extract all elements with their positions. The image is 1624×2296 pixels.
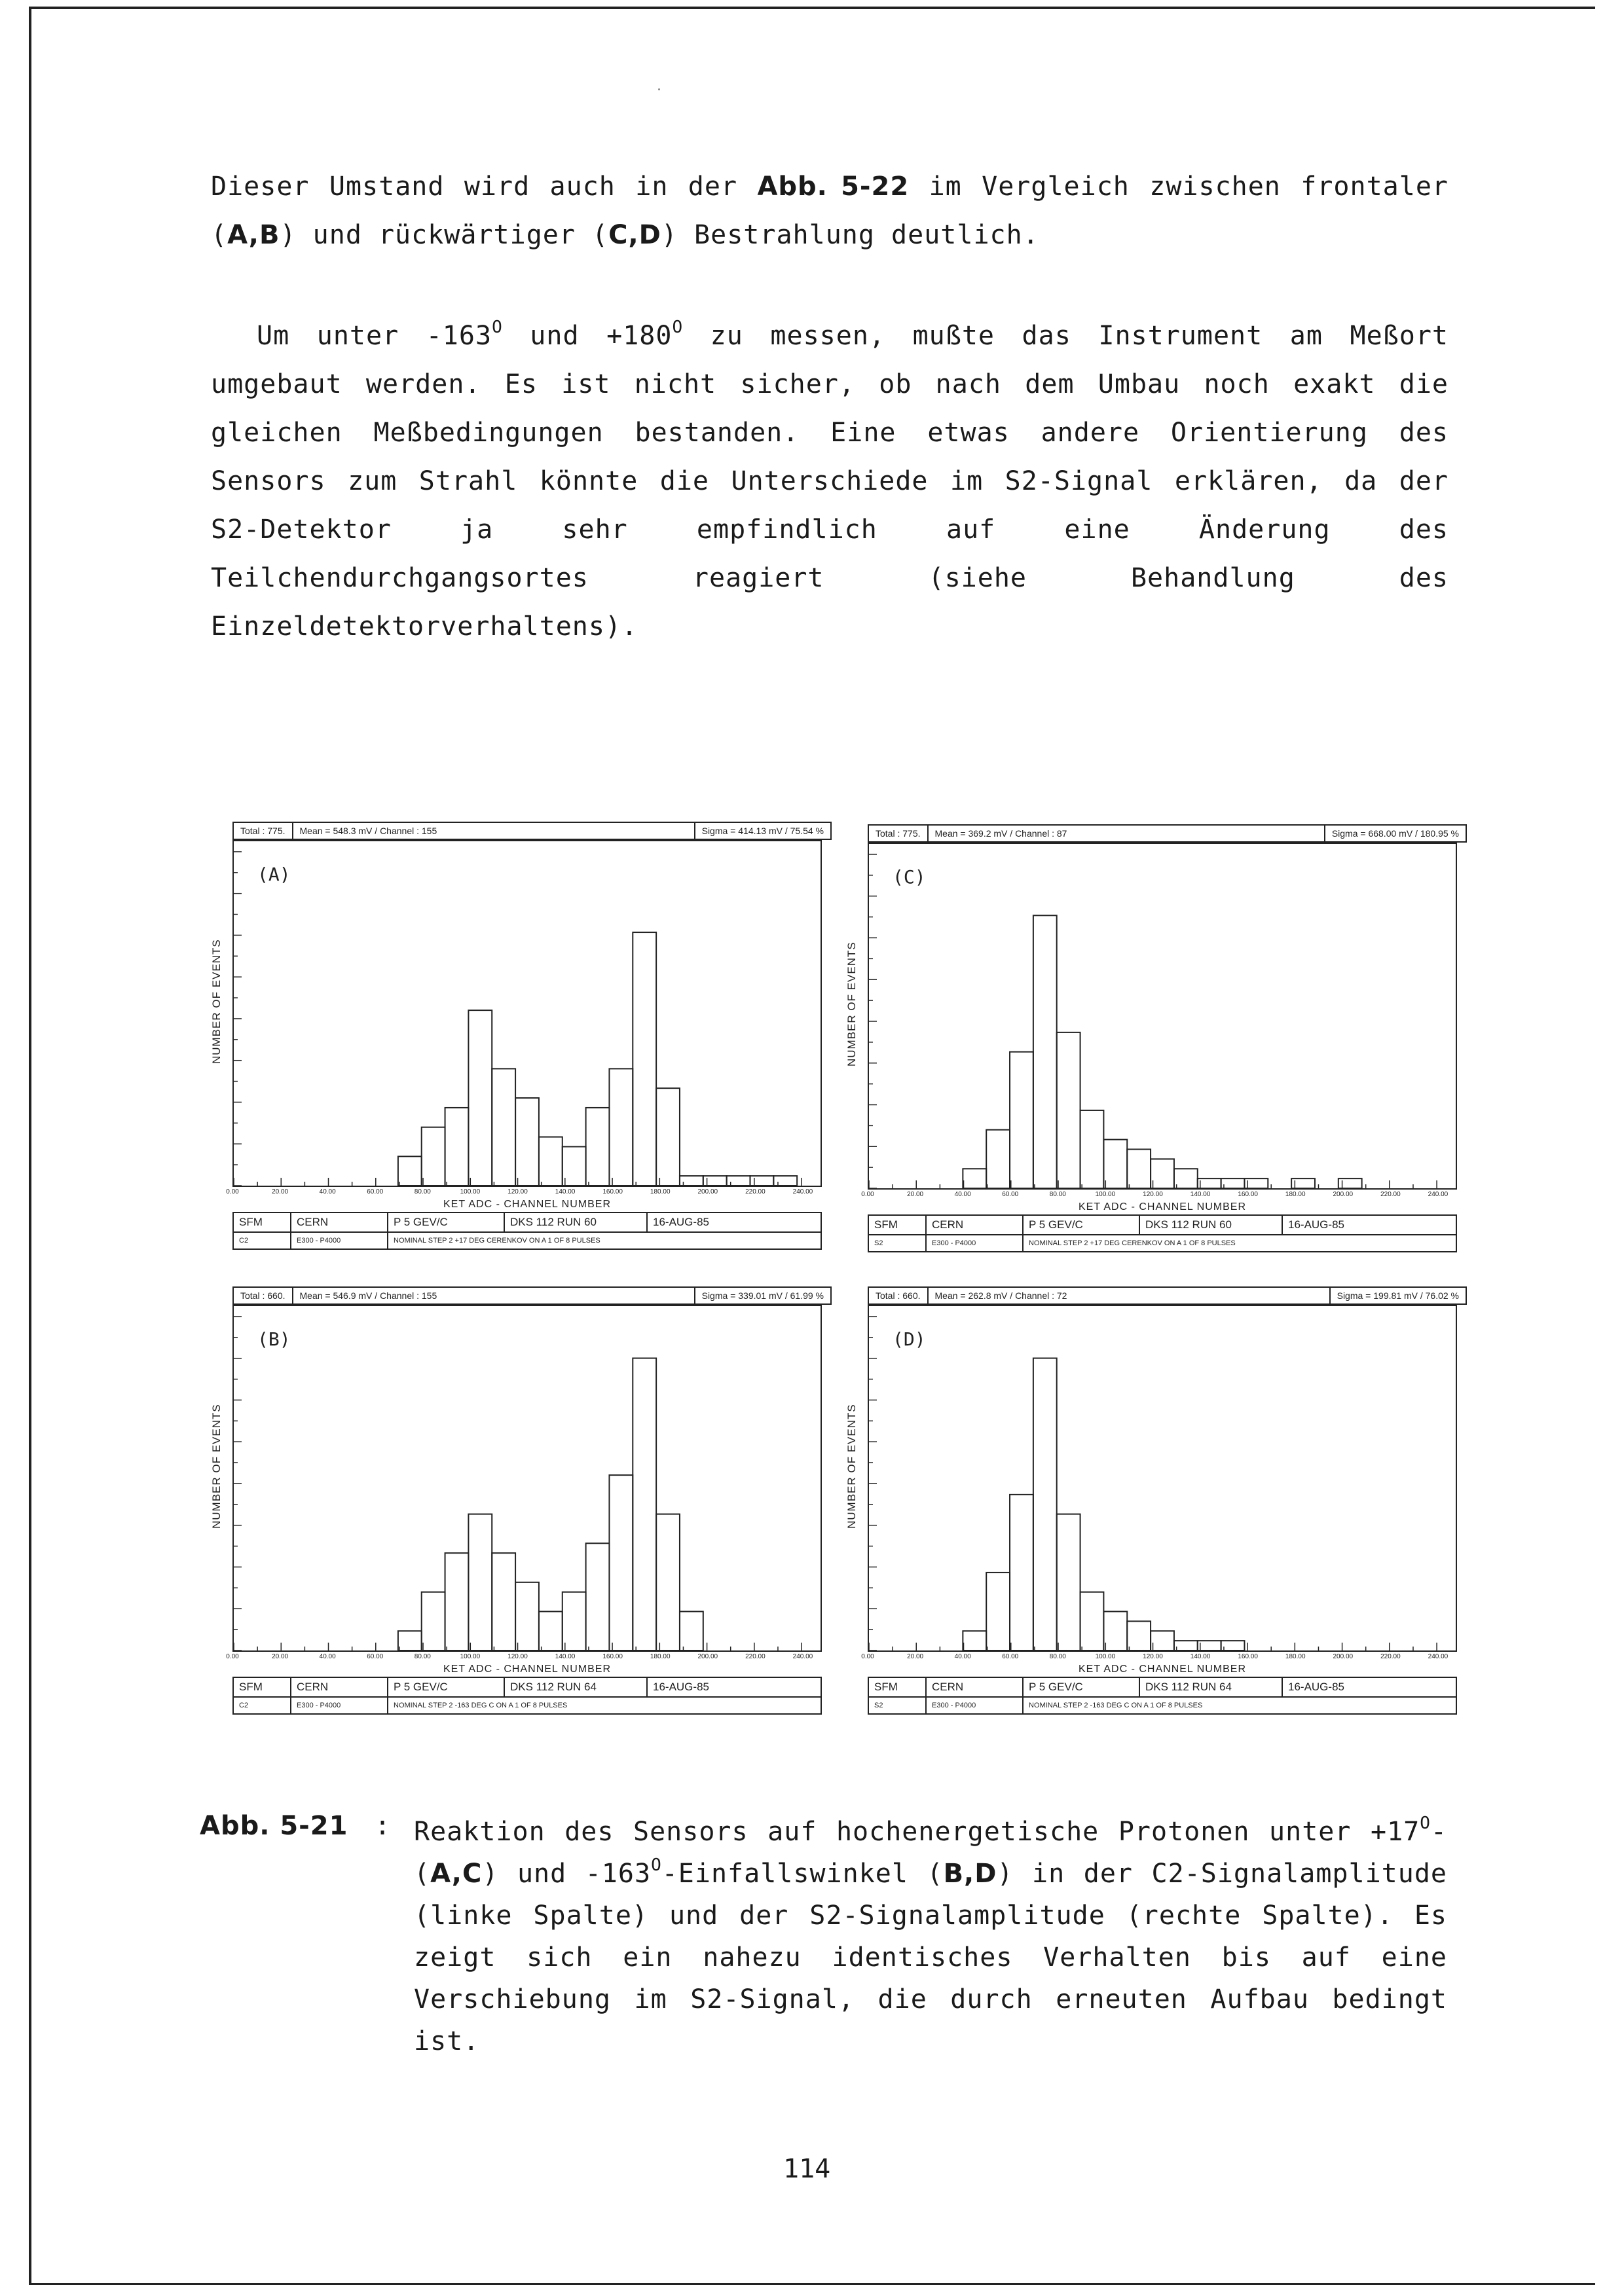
info-cell: C2 xyxy=(234,1233,291,1248)
info-row-1 xyxy=(869,1678,1456,1698)
text: Um unter -163 xyxy=(257,321,492,351)
histogram-bin xyxy=(986,1573,1010,1650)
histogram-bin xyxy=(563,1146,586,1186)
histogram-bin xyxy=(656,1514,680,1650)
x-tick-label: 140.00 xyxy=(1190,1653,1211,1660)
text: und +180 xyxy=(502,321,673,351)
plot-area xyxy=(232,840,822,1187)
mean-value: Mean = 369.2 mV / Channel : 87 xyxy=(929,826,1325,841)
panel-b xyxy=(210,1286,832,1730)
x-tick-label: 100.00 xyxy=(1095,1653,1116,1660)
stats-header xyxy=(868,1286,1467,1305)
panel-ref: C,D xyxy=(608,220,661,250)
x-tick-label: 200.00 xyxy=(1333,1653,1354,1660)
y-axis-label: NUMBER OF EVENTS xyxy=(210,1404,223,1529)
x-tick-label: 60.00 xyxy=(367,1653,384,1660)
x-tick-label: 240.00 xyxy=(1428,1191,1449,1198)
total-count: Total : 660. xyxy=(234,1288,293,1303)
x-tick-label: 220.00 xyxy=(745,1188,766,1195)
histogram-bin xyxy=(1010,1495,1033,1650)
x-tick-label: 100.00 xyxy=(460,1653,481,1660)
text: ) Bestrahlung deutlich. xyxy=(661,220,1039,250)
histogram-bin xyxy=(1057,1032,1080,1188)
sigma-value: Sigma = 414.13 mV / 75.54 % xyxy=(701,826,824,836)
histogram-bin xyxy=(398,1631,422,1650)
info-cell: 16-AUG-85 xyxy=(1288,1218,1344,1231)
x-tick-label: 180.00 xyxy=(650,1653,671,1660)
histogram-bin xyxy=(656,1088,680,1186)
x-tick-label: 220.00 xyxy=(1380,1191,1401,1198)
figure xyxy=(210,822,1473,1735)
histogram-bin xyxy=(1198,1178,1221,1188)
x-tick-label: 120.00 xyxy=(1143,1191,1163,1198)
histogram-bin xyxy=(680,1611,703,1650)
sigma-value: Sigma = 668.00 mV / 180.95 % xyxy=(1331,828,1459,839)
info-cell: C2 xyxy=(234,1698,291,1713)
histogram-bin xyxy=(515,1098,539,1186)
histogram-bin xyxy=(1151,1631,1174,1650)
degree-sup: O xyxy=(492,318,503,337)
plot-area xyxy=(868,843,1457,1190)
histogram-bin xyxy=(422,1592,445,1650)
x-tick-label: 80.00 xyxy=(414,1188,431,1195)
info-row-1 xyxy=(234,1213,821,1233)
text: ) in der C2-Signalamplitude (linke Spalte) und der S2-Signalamplitude (rechte Spalte). Es zeigt sich ein nahezu identisches Verhalten bis auf eine Verschiebung im S2-Signal, die durch erneuten Aufbau bedingt ist. xyxy=(414,1859,1447,2056)
x-tick-label: 40.00 xyxy=(954,1653,971,1660)
info-cell: P 5 GEV/C xyxy=(1024,1678,1140,1696)
x-tick-label: 120.00 xyxy=(507,1653,528,1660)
x-tick-label: 220.00 xyxy=(1380,1653,1401,1660)
info-cell: NOMINAL STEP 2 +17 DEG CERENKOV ON A 1 OF 8 PULSES xyxy=(394,1237,600,1245)
histogram-bin xyxy=(1103,1140,1127,1188)
info-cell: S2 xyxy=(869,1235,927,1251)
x-tick-label: 40.00 xyxy=(319,1653,336,1660)
x-tick-label: 0.00 xyxy=(861,1191,874,1198)
histogram-bin xyxy=(1174,1169,1198,1188)
histogram-bin xyxy=(468,1514,492,1650)
histogram xyxy=(234,841,821,1186)
info-cell: CERN xyxy=(927,1678,1024,1696)
stats-header xyxy=(232,822,832,840)
histogram-bin xyxy=(1244,1178,1268,1188)
x-tick-label: 20.00 xyxy=(907,1653,924,1660)
histogram-bin xyxy=(586,1108,610,1186)
histogram-bin xyxy=(986,1130,1010,1188)
text: zu messen, mußte das Instrument am Meßort umgebaut werden. Es ist nicht sicher, ob nach dem Umbau noch exakt die gleichen Meßbedingungen bestanden. Eine etwas andere Orientierung des Sensors zum Strahl könnte die Unterschiede im S2-Signal erklären, da der S2-Detektor ja sehr empfindlich auf eine Änderung des Teilchendurchgangsortes reagiert (siehe Behandlung des Einzeldetektorverhaltens). xyxy=(211,321,1449,642)
sigma-value: Sigma = 339.01 mV / 61.99 % xyxy=(701,1290,824,1301)
x-tick-label: 120.00 xyxy=(1143,1653,1163,1660)
histogram-bin xyxy=(1103,1611,1127,1650)
histogram-bin xyxy=(1080,1110,1104,1188)
histogram-bin xyxy=(609,1475,633,1650)
histogram-bin xyxy=(1151,1159,1174,1188)
total-count: Total : 775. xyxy=(234,823,293,839)
info-cell: E300 - P4000 xyxy=(927,1235,1024,1251)
run-info xyxy=(868,1677,1457,1715)
degree-sup: O xyxy=(1420,1813,1431,1833)
x-tick-label: 40.00 xyxy=(319,1188,336,1195)
histogram xyxy=(234,1306,821,1650)
info-cell: 16-AUG-85 xyxy=(653,1681,709,1693)
histogram-bin xyxy=(1080,1592,1104,1650)
histogram-bin xyxy=(492,1553,515,1650)
paragraph-2 xyxy=(211,312,1449,651)
x-tick-label: 140.00 xyxy=(1190,1191,1211,1198)
speck xyxy=(658,88,660,90)
x-tick-label: 180.00 xyxy=(1285,1653,1306,1660)
x-tick-label: 160.00 xyxy=(602,1188,623,1195)
x-axis-label: KET ADC - CHANNEL NUMBER xyxy=(1078,1201,1247,1212)
panel-label: (A) xyxy=(257,864,291,885)
panel-a xyxy=(210,822,832,1266)
page-number: 114 xyxy=(783,2154,831,2184)
info-cell: SFM xyxy=(869,1678,927,1696)
y-axis-label: NUMBER OF EVENTS xyxy=(845,1404,858,1529)
histogram-bin xyxy=(1033,915,1057,1188)
panel-ref: A,B xyxy=(227,220,280,250)
panel-ref: B,D xyxy=(943,1859,997,1889)
panel-label: (D) xyxy=(893,1328,926,1350)
info-cell: E300 - P4000 xyxy=(291,1698,388,1713)
x-tick-label: 140.00 xyxy=(555,1653,576,1660)
info-cell: S2 xyxy=(869,1698,927,1713)
x-tick-label: 200.00 xyxy=(1333,1191,1354,1198)
x-tick-label: 60.00 xyxy=(1002,1191,1019,1198)
histogram-bin xyxy=(750,1176,773,1186)
info-row-2 xyxy=(234,1233,821,1248)
info-cell: SFM xyxy=(869,1216,927,1234)
histogram-bin xyxy=(1174,1641,1198,1650)
x-axis-label: KET ADC - CHANNEL NUMBER xyxy=(443,1199,612,1210)
info-row-2 xyxy=(869,1235,1456,1251)
info-cell: SFM xyxy=(234,1213,291,1231)
histogram-bin xyxy=(539,1137,563,1186)
x-tick-label: 20.00 xyxy=(272,1653,289,1660)
x-tick-label: 0.00 xyxy=(226,1188,239,1195)
plot-area xyxy=(232,1305,822,1652)
histogram-bin xyxy=(539,1611,563,1650)
x-tick-label: 240.00 xyxy=(792,1653,813,1660)
panel-label: (B) xyxy=(257,1328,291,1350)
x-tick-label: 80.00 xyxy=(1049,1653,1066,1660)
histogram-bin xyxy=(963,1169,986,1188)
info-cell: P 5 GEV/C xyxy=(388,1213,505,1231)
info-cell: DKS 112 RUN 60 xyxy=(505,1213,648,1231)
mean-value: Mean = 548.3 mV / Channel : 155 xyxy=(293,823,695,839)
info-cell: NOMINAL STEP 2 +17 DEG CERENKOV ON A 1 OF 8 PULSES xyxy=(1029,1239,1236,1247)
x-tick-label: 200.00 xyxy=(697,1653,718,1660)
histogram-bin xyxy=(586,1543,610,1650)
info-cell: CERN xyxy=(291,1213,388,1231)
info-row-1 xyxy=(869,1216,1456,1235)
x-tick-label: 20.00 xyxy=(272,1188,289,1195)
x-tick-label: 80.00 xyxy=(1049,1191,1066,1198)
x-tick-label: 240.00 xyxy=(1428,1653,1449,1660)
panel-label: (C) xyxy=(893,866,926,888)
histogram xyxy=(869,1306,1456,1650)
caption-label: Abb. 5-21 xyxy=(200,1811,348,1841)
info-cell: 16-AUG-85 xyxy=(653,1216,709,1228)
histogram-bin xyxy=(515,1582,539,1650)
text: ) und rückwärtiger ( xyxy=(280,220,609,250)
y-axis-label: NUMBER OF EVENTS xyxy=(210,939,223,1064)
histogram-bin xyxy=(963,1631,986,1650)
histogram-bin xyxy=(1010,1052,1033,1188)
x-axis-label: KET ADC - CHANNEL NUMBER xyxy=(1078,1664,1247,1675)
info-cell: DKS 112 RUN 64 xyxy=(505,1678,648,1696)
info-cell: DKS 112 RUN 64 xyxy=(1140,1678,1283,1696)
x-tick-label: 0.00 xyxy=(226,1653,239,1660)
x-tick-label: 60.00 xyxy=(367,1188,384,1195)
info-row-1 xyxy=(234,1678,821,1698)
x-tick-label: 180.00 xyxy=(1285,1191,1306,1198)
panel-ref: A,C xyxy=(430,1859,483,1889)
paragraph-1 xyxy=(211,162,1449,259)
stats-header xyxy=(232,1286,832,1305)
x-tick-label: 20.00 xyxy=(907,1191,924,1198)
info-row-2 xyxy=(234,1698,821,1713)
histogram-bin xyxy=(1198,1641,1221,1650)
histogram-bin xyxy=(398,1156,422,1186)
info-row-2 xyxy=(869,1698,1456,1713)
info-cell: CERN xyxy=(927,1216,1024,1234)
info-cell: DKS 112 RUN 60 xyxy=(1140,1216,1283,1234)
histogram-bin xyxy=(1127,1149,1151,1188)
histogram-bin xyxy=(422,1127,445,1186)
caption-colon: : xyxy=(375,1811,391,1841)
text: -( xyxy=(414,1817,1447,1889)
x-tick-labels xyxy=(861,1191,1457,1201)
info-cell: E300 - P4000 xyxy=(291,1233,388,1248)
x-tick-label: 0.00 xyxy=(861,1653,874,1660)
x-tick-label: 100.00 xyxy=(1095,1191,1116,1198)
histogram-bin xyxy=(609,1068,633,1186)
text: -Einfallswinkel ( xyxy=(661,1859,944,1889)
run-info xyxy=(232,1212,822,1250)
histogram-bin xyxy=(633,932,656,1186)
run-info xyxy=(868,1214,1457,1252)
panel-c xyxy=(845,824,1467,1268)
sigma-value: Sigma = 199.81 mV / 76.02 % xyxy=(1337,1290,1459,1301)
degree-sup: O xyxy=(651,1855,662,1875)
info-cell: P 5 GEV/C xyxy=(1024,1216,1140,1234)
x-tick-label: 160.00 xyxy=(1238,1191,1258,1198)
x-tick-label: 100.00 xyxy=(460,1188,481,1195)
x-tick-label: 60.00 xyxy=(1002,1653,1019,1660)
stats-header xyxy=(868,824,1467,843)
panel-d xyxy=(845,1286,1467,1730)
x-tick-labels xyxy=(226,1653,822,1664)
x-tick-label: 180.00 xyxy=(650,1188,671,1195)
text: Dieser Umstand wird auch in der xyxy=(211,172,758,202)
histogram-bin xyxy=(563,1592,586,1650)
info-cell: NOMINAL STEP 2 -163 DEG C ON A 1 OF 8 PULSES xyxy=(394,1702,568,1709)
histogram-bin xyxy=(1033,1358,1057,1650)
x-tick-label: 220.00 xyxy=(745,1653,766,1660)
histogram-bin xyxy=(445,1108,469,1186)
info-cell: NOMINAL STEP 2 -163 DEG C ON A 1 OF 8 PULSES xyxy=(1029,1702,1203,1709)
text: Reaktion des Sensors auf hochenergetische Protonen unter +17 xyxy=(414,1817,1420,1847)
text: im Vergleich zwischen frontaler ( xyxy=(211,172,1449,250)
x-tick-label: 120.00 xyxy=(507,1188,528,1195)
x-tick-label: 160.00 xyxy=(1238,1653,1258,1660)
x-tick-labels xyxy=(861,1653,1457,1664)
x-axis-label: KET ADC - CHANNEL NUMBER xyxy=(443,1664,612,1675)
mean-value: Mean = 546.9 mV / Channel : 155 xyxy=(293,1288,695,1303)
info-cell: P 5 GEV/C xyxy=(388,1678,505,1696)
degree-sup: O xyxy=(672,318,684,337)
caption-text xyxy=(414,1811,1447,2062)
x-tick-label: 140.00 xyxy=(555,1188,576,1195)
x-tick-label: 200.00 xyxy=(697,1188,718,1195)
histogram-bin xyxy=(468,1010,492,1186)
x-tick-label: 160.00 xyxy=(602,1653,623,1660)
histogram-bin xyxy=(773,1176,797,1186)
info-cell: CERN xyxy=(291,1678,388,1696)
total-count: Total : 775. xyxy=(869,826,929,841)
total-count: Total : 660. xyxy=(869,1288,929,1303)
x-tick-label: 80.00 xyxy=(414,1653,431,1660)
histogram-bin xyxy=(492,1068,515,1186)
y-axis-label: NUMBER OF EVENTS xyxy=(845,941,858,1066)
run-info xyxy=(232,1677,822,1715)
histogram-bin xyxy=(1221,1178,1245,1188)
x-tick-label: 240.00 xyxy=(792,1188,813,1195)
histogram-bin xyxy=(445,1553,469,1650)
histogram-bin xyxy=(1057,1514,1080,1650)
x-tick-labels xyxy=(226,1188,822,1199)
info-cell: 16-AUG-85 xyxy=(1288,1681,1344,1693)
info-cell: E300 - P4000 xyxy=(927,1698,1024,1713)
text: ) und -163 xyxy=(482,1859,652,1889)
plot-area xyxy=(868,1305,1457,1652)
histogram-bin xyxy=(633,1358,656,1650)
histogram xyxy=(869,844,1456,1188)
mean-value: Mean = 262.8 mV / Channel : 72 xyxy=(929,1288,1331,1303)
info-cell: SFM xyxy=(234,1678,291,1696)
x-tick-label: 40.00 xyxy=(954,1191,971,1198)
histogram-bin xyxy=(1127,1621,1151,1650)
histogram-bin xyxy=(1221,1641,1245,1650)
figure-ref: Abb. 5-22 xyxy=(757,172,910,202)
